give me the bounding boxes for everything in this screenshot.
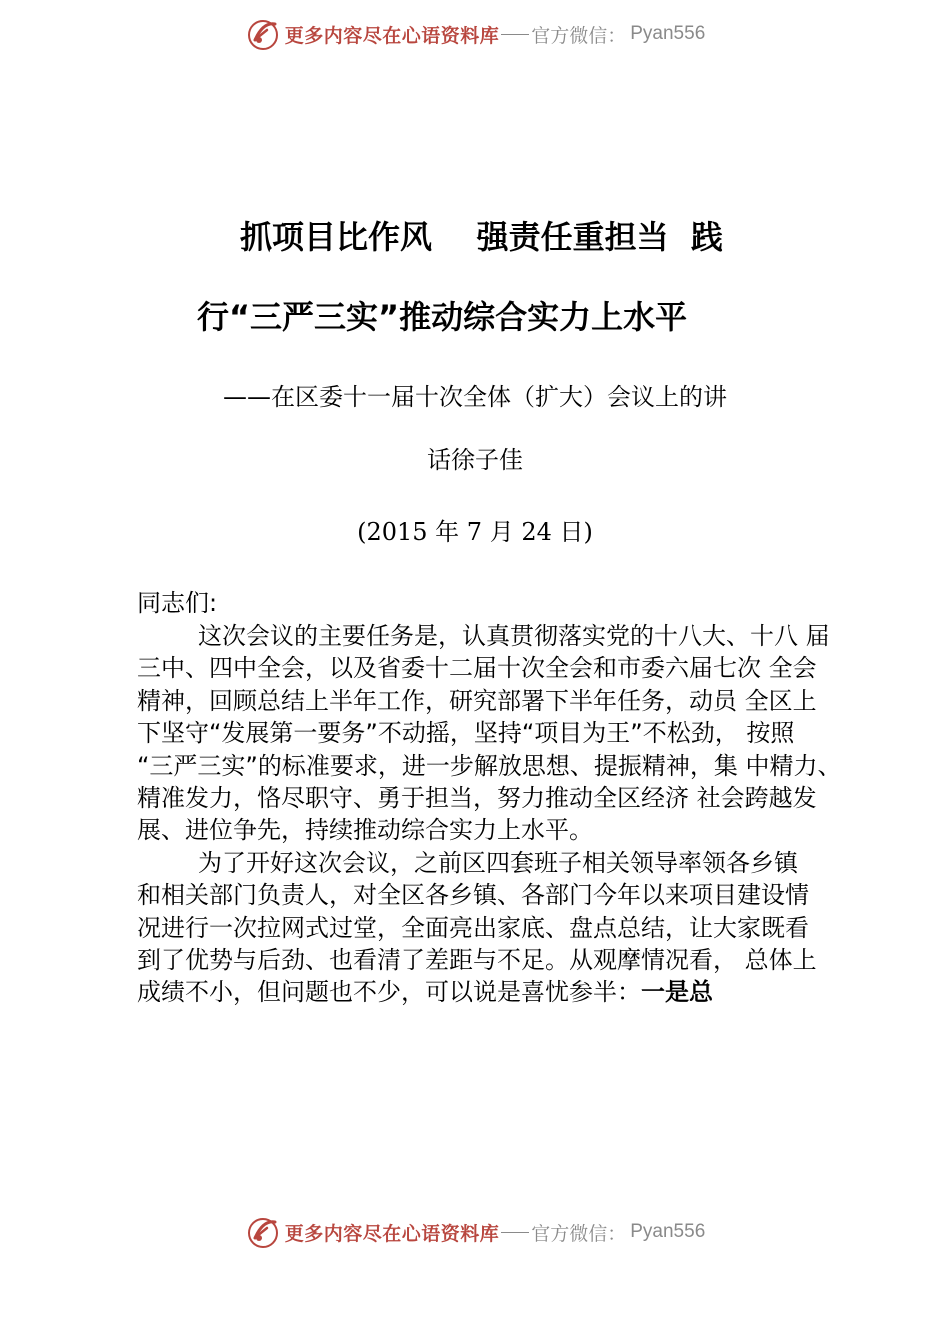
paragraph2-line: 和相关部门负责人，对全区各乡镇、各部门今年以来项目建设情 <box>137 881 809 910</box>
watermark-wechat-id: Pyan556 <box>630 1221 706 1242</box>
document-subtitle-line2: 话徐子佳 <box>427 446 523 474</box>
watermark-text: 更多内容尽在心语资料库 <box>284 24 500 47</box>
paragraph2-line: 况进行一次拉网式过堂，全面亮出家底、盘点总结，让大家既看 <box>137 913 809 942</box>
paragraph2-line: 为了开好这次会议，之前区四套班子相关领导率领各乡镇 <box>137 848 799 877</box>
paragraph2-last-line <box>137 976 857 1008</box>
paragraph2-line: 到了优势与后劲、也看清了差距与不足。从观摩情况看， 总体上 <box>137 945 817 974</box>
document-title-line1: 抓项目比作风 强责任重担当 践 <box>240 218 723 256</box>
document-date: (2015 年 7 月 24 日) <box>357 518 593 546</box>
body-text <box>137 620 857 1009</box>
logo-icon <box>245 1214 281 1250</box>
paragraph1-line: 这次会议的主要任务是，认真贯彻落实党的十八大、十八 届 <box>137 622 830 650</box>
document-title-line2: 行“三严三实”推动综合实力上水平 <box>197 298 688 336</box>
paragraph1-line: 精神，回顾总结上半年工作，研究部署下半年任务，动员 全区上 <box>137 686 817 715</box>
watermark-banner-bottom <box>0 1212 950 1252</box>
document-subtitle-line1: ——在区委十一届十次全体（扩大）会议上的讲 <box>223 383 727 411</box>
watermark-wechat-label: 官方微信： <box>531 24 627 47</box>
paragraph1-line: 精准发力，恪尽职守、勇于担当，努力推动全区经济 社会跨越发 <box>137 783 817 812</box>
paragraph2-bold-text: 一是总 <box>641 978 713 1007</box>
logo-icon <box>245 16 281 52</box>
watermark-dash <box>501 34 529 35</box>
paragraph1-line: 三中、四中全会，以及省委十二届十次全会和市委六届七次 全会 <box>137 654 817 683</box>
greeting: 同志们: <box>137 589 218 617</box>
watermark-text: 更多内容尽在心语资料库 <box>284 1222 500 1245</box>
paragraph2-last-text: 成绩不小，但问题也不少，可以说是喜忧参半： <box>137 978 641 1007</box>
paragraph1-line: 下坚守“发展第一要务”不动摇，坚持“项目为王”不松劲， 按照 <box>137 719 795 748</box>
paragraph1-line: “三严三实”的标准要求，进一步解放思想、提振精神，集 中精力、 <box>137 751 842 780</box>
watermark-wechat-label: 官方微信： <box>531 1222 627 1245</box>
watermark-dash <box>501 1232 529 1233</box>
watermark-banner-top <box>0 14 950 54</box>
watermark-wechat-id: Pyan556 <box>630 23 706 44</box>
paragraph1-line: 展、进位争先，持续推动综合实力上水平。 <box>137 816 593 845</box>
